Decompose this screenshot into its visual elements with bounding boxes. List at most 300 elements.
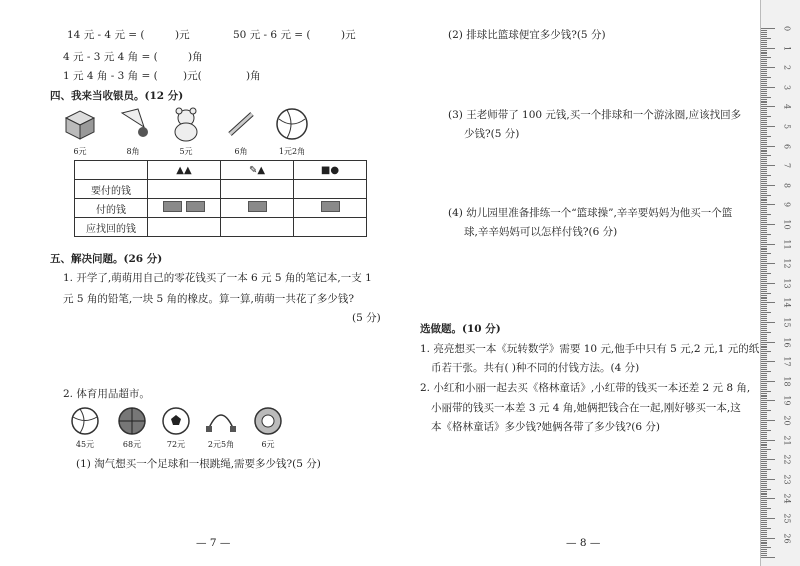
ruler-tick	[761, 195, 771, 196]
ruler-tick	[761, 269, 767, 270]
ruler-tick	[761, 436, 767, 437]
ruler-tick	[761, 471, 767, 472]
ruler-tick	[761, 398, 767, 399]
item-price: 5元	[179, 147, 193, 156]
ruler-number: 25	[782, 513, 792, 524]
ruler-tick	[761, 249, 767, 250]
ruler-tick	[761, 500, 767, 501]
ruler-tick	[761, 396, 767, 397]
section-5-title: 五、解决问题。(26 分)	[50, 253, 163, 265]
ruler-tick	[761, 246, 767, 247]
pencil-icon	[226, 110, 256, 138]
ruler-tick	[761, 263, 775, 264]
ruler-tick	[761, 545, 767, 546]
ruler-number: 12	[782, 258, 792, 269]
ruler-tick	[761, 442, 767, 443]
table-row: ▲▲ ✎▲ ■●	[75, 161, 367, 180]
ruler-tick	[761, 494, 767, 495]
ruler-tick	[761, 161, 767, 162]
ruler-tick	[761, 77, 771, 78]
ruler-tick	[761, 116, 771, 117]
ruler-number: 14	[782, 297, 792, 308]
ruler-tick	[761, 461, 767, 462]
ruler-tick	[761, 391, 771, 392]
ruler-tick	[761, 85, 767, 86]
ruler-tick	[761, 59, 767, 60]
ruler-tick	[761, 508, 771, 509]
table-row	[75, 180, 367, 199]
ruler-tick	[761, 108, 767, 109]
optional-1-line-2: 币若干张。共有( )种不同的付钱方法。(4 分)	[431, 362, 640, 374]
ruler-tick	[761, 240, 767, 241]
basketball-icon	[117, 406, 147, 436]
ruler-tick	[761, 242, 767, 243]
ruler-tick	[761, 191, 767, 192]
ruler-tick	[761, 324, 767, 325]
ruler-tick	[761, 55, 767, 56]
ruler-tick	[761, 204, 775, 205]
ruler-tick	[761, 555, 767, 556]
shuttlecock-icon	[116, 107, 150, 141]
ruler-tick	[761, 534, 767, 535]
ruler-number: 6	[782, 143, 792, 149]
ruler-tick	[761, 457, 767, 458]
ruler-tick	[761, 322, 775, 323]
ruler-tick	[761, 118, 767, 119]
ruler-tick	[761, 383, 767, 384]
ruler-tick	[761, 61, 767, 62]
ruler-tick	[761, 444, 767, 445]
ruler-tick	[761, 469, 771, 470]
calc-line-1: 14 元 - 4 元 = (	[67, 29, 145, 41]
ruler-tick	[761, 87, 775, 88]
ruler-tick	[761, 67, 775, 68]
ruler-tick	[761, 330, 767, 331]
ruler-tick	[761, 502, 767, 503]
ruler-tick	[761, 385, 767, 386]
ruler-tick	[761, 216, 767, 217]
ruler-tick	[761, 400, 775, 401]
ruler-tick	[761, 202, 767, 203]
ruler-tick	[761, 36, 767, 37]
ruler-tick	[761, 275, 767, 276]
ruler-number: 19	[782, 395, 792, 406]
ruler-tick	[761, 338, 767, 339]
ruler-tick	[761, 159, 767, 160]
ruler-tick	[761, 251, 767, 252]
ruler-tick	[761, 291, 767, 292]
ruler-tick	[761, 387, 767, 388]
ruler-tick	[761, 389, 767, 390]
ruler-tick	[761, 467, 767, 468]
ruler-number: 22	[782, 454, 792, 465]
ruler-tick	[761, 50, 767, 51]
ruler-tick	[761, 298, 767, 299]
ruler-tick	[761, 48, 775, 49]
ruler-tick	[761, 516, 767, 517]
ruler-tick	[761, 32, 767, 33]
question-2-1: (1) 淘气想买一个足球和一根跳绳,需要多少钱?(5 分)	[76, 458, 321, 470]
ruler-tick	[761, 416, 767, 417]
ruler-tick	[761, 440, 775, 441]
ruler-tick	[761, 395, 767, 396]
item-price: 1元2角	[278, 147, 306, 156]
ruler-tick	[761, 295, 767, 296]
ruler-tick	[761, 279, 767, 280]
ruler-tick	[761, 406, 767, 407]
ruler-tick	[761, 424, 767, 425]
item-price: 6角	[234, 147, 248, 156]
ruler-number: 20	[782, 415, 792, 426]
ruler-tick	[761, 314, 767, 315]
calc-unit-2: )元	[341, 29, 356, 41]
ruler-tick	[761, 496, 767, 497]
ruler-tick	[761, 224, 775, 225]
ruler-number: 11	[782, 239, 792, 250]
question-2-4-line-1: (4) 幼儿园里准备排练一个“篮球操”,辛辛要妈妈为他买一个篮	[448, 207, 733, 219]
ruler-number: 16	[782, 337, 792, 348]
ruler-number: 3	[782, 84, 792, 90]
ruler-tick	[761, 200, 767, 201]
ruler-tick	[761, 485, 767, 486]
ruler-tick	[761, 187, 767, 188]
ruler-tick	[761, 244, 775, 245]
ruler-tick	[761, 445, 767, 446]
ruler-tick	[761, 371, 771, 372]
question-1-line-2: 元 5 角的铅笔,一块 5 角的橡皮。算一算,萌萌一共花了多少钱?	[63, 293, 355, 305]
ruler-tick	[761, 526, 767, 527]
ruler-tick	[761, 169, 767, 170]
ruler-tick	[761, 489, 771, 490]
ruler-tick	[761, 146, 775, 147]
ruler-number: 8	[782, 182, 792, 188]
ruler-tick	[761, 173, 767, 174]
ruler-tick	[761, 351, 771, 352]
ruler-tick	[761, 261, 767, 262]
ruler-tick	[761, 479, 775, 480]
ruler-tick	[761, 185, 775, 186]
ruler-tick	[761, 332, 771, 333]
ruler-tick	[761, 253, 771, 254]
ruler-tick	[761, 349, 767, 350]
banknote-icon	[163, 201, 182, 212]
table-row	[75, 199, 367, 218]
ruler-tick	[761, 153, 767, 154]
optional-2-line-2: 小丽带的钱买一本差 3 元 4 角,她俩把钱合在一起,刚好够买一本,这	[431, 402, 741, 414]
ruler-tick	[761, 53, 767, 54]
ruler-tick	[761, 265, 767, 266]
ruler-tick	[761, 528, 771, 529]
ruler-tick	[761, 238, 767, 239]
ruler-tick	[761, 122, 767, 123]
ruler-tick	[761, 144, 767, 145]
ruler-tick	[761, 112, 767, 113]
ruler-tick	[761, 69, 767, 70]
ruler-tick	[761, 520, 767, 521]
ruler-tick	[761, 208, 767, 209]
ruler-tick	[761, 89, 767, 90]
ruler-tick	[761, 355, 767, 356]
ruler-tick	[761, 522, 767, 523]
calc-unit-4b: )角	[246, 70, 261, 82]
ruler-tick	[761, 551, 767, 552]
ruler-tick	[761, 381, 775, 382]
ruler-tick	[761, 473, 767, 474]
ruler-tick	[761, 30, 767, 31]
rubiks-cube-icon	[62, 108, 98, 140]
ruler-tick	[761, 57, 771, 58]
ruler-tick	[761, 199, 767, 200]
ruler-tick	[761, 102, 767, 103]
football-icon	[161, 406, 191, 436]
ruler-tick	[761, 63, 767, 64]
volleyball-icon	[70, 406, 100, 436]
ruler-tick	[761, 414, 767, 415]
ruler-tick	[761, 257, 767, 258]
ruler-tick	[761, 418, 767, 419]
calc-line-2: 50 元 - 6 元 = (	[233, 29, 311, 41]
ruler-tick	[761, 393, 767, 394]
ruler-number: 10	[782, 219, 792, 230]
ruler-tick	[761, 106, 775, 107]
goods-price: 68元	[122, 440, 142, 449]
ruler-tick	[761, 95, 767, 96]
ruler-tick	[761, 318, 767, 319]
cashier-table	[74, 160, 367, 237]
ruler-tick	[761, 506, 767, 507]
ruler-tick	[761, 510, 767, 511]
ruler-tick	[761, 140, 767, 141]
ruler-tick	[761, 428, 767, 429]
ruler-tick	[761, 28, 775, 29]
ruler-tick	[761, 177, 767, 178]
ruler-number: 23	[782, 474, 792, 485]
ruler-tick	[761, 104, 767, 105]
optional-2-line-1: 2. 小红和小丽一起去买《格林童话》,小红带的钱买一本还差 2 元 8 角,	[420, 382, 751, 394]
ruler-tick	[761, 542, 767, 543]
ruler-tick	[761, 365, 767, 366]
ruler-tick	[761, 481, 767, 482]
ruler-tick	[761, 38, 771, 39]
ruler-tick	[761, 183, 767, 184]
row-label-change: 应找回的钱	[75, 218, 148, 237]
banknote-icon	[248, 201, 267, 212]
ruler-tick	[761, 453, 767, 454]
section-4-title: 四、我来当收银员。(12 分)	[50, 90, 184, 102]
ruler-tick	[761, 447, 767, 448]
ruler-tick	[761, 34, 767, 35]
ruler-tick	[761, 530, 767, 531]
row-label-paid: 付的钱	[75, 199, 148, 218]
optional-2-line-3: 本《格林童话》多少钱?她俩各带了多少钱?(6 分)	[431, 421, 660, 433]
ruler-tick	[761, 463, 767, 464]
goods-price: 45元	[75, 440, 95, 449]
ruler-tick	[761, 377, 767, 378]
ruler-tick	[761, 175, 771, 176]
ruler-tick	[761, 232, 767, 233]
row-label-pay-due: 要付的钱	[75, 180, 148, 199]
question-2-3-line-1: (3) 王老师带了 100 元钱,买一个排球和一个游泳圈,应该找回多	[448, 109, 742, 121]
ruler-number: 21	[782, 435, 792, 446]
ruler-tick	[761, 359, 767, 360]
ruler-tick	[761, 538, 775, 539]
ruler-tick	[761, 40, 767, 41]
ruler-tick	[761, 357, 767, 358]
ruler-tick	[761, 132, 767, 133]
ruler-tick	[761, 379, 767, 380]
ball-icon	[275, 107, 309, 141]
ruler-tick	[761, 369, 767, 370]
ruler-tick	[761, 518, 775, 519]
ruler-tick	[761, 438, 767, 439]
ruler-tick	[761, 334, 767, 335]
ruler-tick	[761, 532, 767, 533]
ruler-tick	[761, 120, 767, 121]
table-row	[75, 218, 367, 237]
ruler-number: 18	[782, 376, 792, 387]
ruler-tick	[761, 81, 767, 82]
ruler-tick	[761, 128, 767, 129]
ruler-tick	[761, 189, 767, 190]
ruler-tick	[761, 455, 767, 456]
ruler-tick	[761, 536, 767, 537]
ruler-tick	[761, 259, 767, 260]
ruler	[760, 0, 800, 566]
ruler-tick	[761, 342, 775, 343]
ruler-tick	[761, 320, 767, 321]
ruler-tick	[761, 326, 767, 327]
ruler-tick	[761, 310, 767, 311]
calc-unit-4a: )元(	[183, 70, 202, 82]
ruler-number: 9	[782, 202, 792, 208]
ruler-tick	[761, 465, 767, 466]
ruler-tick	[761, 404, 767, 405]
ruler-tick	[761, 130, 767, 131]
ruler-number: 17	[782, 356, 792, 367]
ruler-tick	[761, 93, 767, 94]
ruler-tick	[761, 367, 767, 368]
ruler-tick	[761, 136, 771, 137]
ruler-tick	[761, 148, 767, 149]
calc-line-4: 1 元 4 角 - 3 角 = (	[63, 70, 158, 82]
ruler-tick	[761, 142, 767, 143]
ruler-tick	[761, 289, 767, 290]
question-1-points: (5 分)	[352, 312, 381, 324]
ruler-tick	[761, 340, 767, 341]
ruler-tick	[761, 83, 767, 84]
ruler-number: 0	[782, 25, 792, 32]
ruler-tick	[761, 267, 767, 268]
ruler-tick	[761, 167, 767, 168]
ruler-tick	[761, 71, 767, 72]
teddy-bear-icon	[168, 106, 204, 142]
goods-price: 72元	[166, 440, 186, 449]
ruler-tick	[761, 171, 767, 172]
ruler-tick	[761, 316, 767, 317]
ruler-tick	[761, 540, 767, 541]
page-number-left: — 7 —	[196, 537, 231, 549]
ruler-tick	[761, 234, 771, 235]
question-1-line-1: 1. 开学了,萌萌用自己的零花钱买了一本 6 元 5 角的笔记本,一支 1	[63, 272, 372, 284]
ruler-tick	[761, 228, 767, 229]
ruler-tick	[761, 553, 767, 554]
ruler-tick	[761, 236, 767, 237]
ruler-tick	[761, 312, 771, 313]
ruler-tick	[761, 402, 767, 403]
ruler-tick	[761, 212, 767, 213]
ruler-tick	[761, 524, 767, 525]
ruler-tick	[761, 306, 767, 307]
ruler-tick	[761, 434, 767, 435]
ruler-tick	[761, 126, 775, 127]
ruler-tick	[761, 163, 767, 164]
ruler-tick	[761, 430, 771, 431]
ruler-tick	[761, 91, 767, 92]
ruler-tick	[761, 487, 767, 488]
ruler-tick	[761, 308, 767, 309]
optional-section-title: 选做题。(10 分)	[420, 323, 501, 335]
ruler-tick	[761, 475, 767, 476]
calc-unit-1: )元	[175, 29, 190, 41]
ruler-tick	[761, 150, 767, 151]
ruler-tick	[761, 285, 767, 286]
ruler-tick	[761, 230, 767, 231]
ruler-tick	[761, 512, 767, 513]
ruler-tick	[761, 271, 767, 272]
ruler-tick	[761, 165, 775, 166]
ruler-tick	[761, 449, 771, 450]
ruler-tick	[761, 179, 767, 180]
question-2-title: 2. 体育用品超市。	[63, 388, 150, 400]
ruler-tick	[761, 283, 775, 284]
page-number-right: — 8 —	[566, 537, 601, 549]
ruler-tick	[761, 226, 767, 227]
ruler-tick	[761, 412, 767, 413]
ruler-tick	[761, 222, 767, 223]
ruler-tick	[761, 101, 767, 102]
ruler-tick	[761, 99, 767, 100]
ruler-tick	[761, 281, 767, 282]
banknote-icon	[186, 201, 205, 212]
ruler-tick	[761, 459, 775, 460]
ruler-tick	[761, 206, 767, 207]
ruler-tick	[761, 302, 775, 303]
ruler-tick	[761, 361, 775, 362]
ruler-tick	[761, 114, 767, 115]
ruler-tick	[761, 277, 767, 278]
ruler-tick	[761, 336, 767, 337]
calc-line-3: 4 元 - 3 元 4 角 = (	[63, 51, 158, 63]
ruler-tick	[761, 373, 767, 374]
banknote-icon	[321, 201, 340, 212]
ruler-tick	[761, 220, 767, 221]
item-price: 8角	[126, 147, 140, 156]
ruler-tick	[761, 52, 767, 53]
ruler-tick	[761, 491, 767, 492]
ruler-tick	[761, 218, 767, 219]
ruler-tick	[761, 547, 771, 548]
ruler-tick	[761, 210, 767, 211]
ruler-tick	[761, 493, 767, 494]
ruler-tick	[761, 375, 767, 376]
ruler-tick	[761, 155, 771, 156]
ruler-tick	[761, 420, 775, 421]
ruler-tick	[761, 79, 767, 80]
ruler-tick	[761, 477, 767, 478]
ruler-tick	[761, 408, 767, 409]
ruler-tick	[761, 73, 767, 74]
ruler-tick	[761, 65, 767, 66]
